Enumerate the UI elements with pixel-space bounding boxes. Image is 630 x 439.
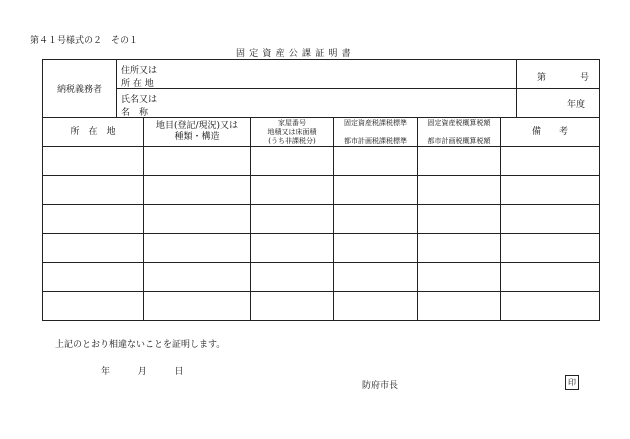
day-label: 日 — [174, 367, 184, 377]
cell-location[interactable] — [43, 234, 144, 263]
cell-land-category[interactable] — [144, 234, 251, 263]
cell-remarks[interactable] — [501, 263, 600, 292]
cell-tax-base[interactable] — [334, 292, 418, 321]
cell-remarks[interactable] — [501, 205, 600, 234]
document-title: 固定資産公課証明書 — [236, 49, 355, 59]
header-tax-base: 固定資産税課税標準 都市計画税課税標準 — [334, 118, 418, 147]
table-row — [43, 234, 600, 263]
cell-house-number-area[interactable] — [251, 234, 334, 263]
number-suffix: 号 — [579, 73, 589, 83]
cell-house-number-area[interactable] — [251, 292, 334, 321]
table-row — [43, 205, 600, 234]
cell-tax-base[interactable] — [334, 176, 418, 205]
certify-text: 上記のとおり相違ないことを証明します。 — [55, 340, 226, 350]
cell-location[interactable] — [43, 147, 144, 176]
cell-tax-base[interactable] — [334, 234, 418, 263]
table-row — [43, 176, 600, 205]
cell-house-number-area[interactable] — [251, 176, 334, 205]
header-location: 所 在 地 — [43, 118, 144, 147]
cell-land-category[interactable] — [144, 147, 251, 176]
name-label-1: 氏名又は — [121, 95, 158, 105]
name-field[interactable] — [117, 89, 517, 118]
cell-estimated-tax[interactable] — [418, 292, 501, 321]
cell-land-category[interactable] — [144, 176, 251, 205]
table-row — [43, 263, 600, 292]
month-label: 月 — [137, 367, 147, 377]
cell-remarks[interactable] — [501, 147, 600, 176]
cell-land-category[interactable] — [144, 292, 251, 321]
date-line — [101, 364, 184, 377]
fiscal-year-label: 年度 — [566, 99, 585, 110]
taxpayer-label: 納税義務者 — [43, 60, 117, 118]
cell-estimated-tax[interactable] — [418, 263, 501, 292]
cell-location[interactable] — [43, 292, 144, 321]
issuer-name: 防府市長 — [362, 381, 399, 391]
cell-land-category[interactable] — [144, 263, 251, 292]
cell-estimated-tax[interactable] — [418, 176, 501, 205]
cell-tax-base[interactable] — [334, 147, 418, 176]
header-remarks: 備 考 — [501, 118, 600, 147]
name-label-2: 名 称 — [121, 108, 149, 118]
cell-house-number-area[interactable] — [251, 205, 334, 234]
number-prefix: 第 — [537, 73, 547, 83]
year-label: 年 — [101, 367, 111, 377]
certificate-number-field[interactable] — [517, 60, 600, 89]
table-row — [43, 147, 600, 176]
cell-house-number-area[interactable] — [251, 147, 334, 176]
cell-estimated-tax[interactable] — [418, 234, 501, 263]
fiscal-year-field[interactable] — [517, 89, 600, 118]
address-field[interactable] — [117, 60, 517, 89]
header-house-number-area: 家屋番号 地積又は床面積 (うち非課税分) — [251, 118, 334, 147]
cell-remarks[interactable] — [501, 234, 600, 263]
cell-estimated-tax[interactable] — [418, 205, 501, 234]
address-label-2: 所 在 地 — [121, 79, 154, 89]
header-land-category: 地目(登記/現況)又は 種類・構造 — [144, 118, 251, 147]
cell-remarks[interactable] — [501, 176, 600, 205]
header-estimated-tax: 固定資産税概算税額 都市計画税概算税額 — [418, 118, 501, 147]
cell-estimated-tax[interactable] — [418, 147, 501, 176]
cell-tax-base[interactable] — [334, 205, 418, 234]
form-number: 第４１号様式の２ その１ — [30, 36, 139, 46]
seal-mark: 印 — [565, 375, 579, 390]
cell-tax-base[interactable] — [334, 263, 418, 292]
cell-house-number-area[interactable] — [251, 263, 334, 292]
taxpayer-table — [42, 59, 600, 118]
property-table — [42, 117, 600, 321]
table-row — [43, 292, 600, 321]
property-table-header — [43, 118, 600, 147]
cell-remarks[interactable] — [501, 292, 600, 321]
cell-location[interactable] — [43, 205, 144, 234]
cell-location[interactable] — [43, 263, 144, 292]
cell-land-category[interactable] — [144, 205, 251, 234]
address-label-1: 住所又は — [121, 66, 158, 76]
cell-location[interactable] — [43, 176, 144, 205]
